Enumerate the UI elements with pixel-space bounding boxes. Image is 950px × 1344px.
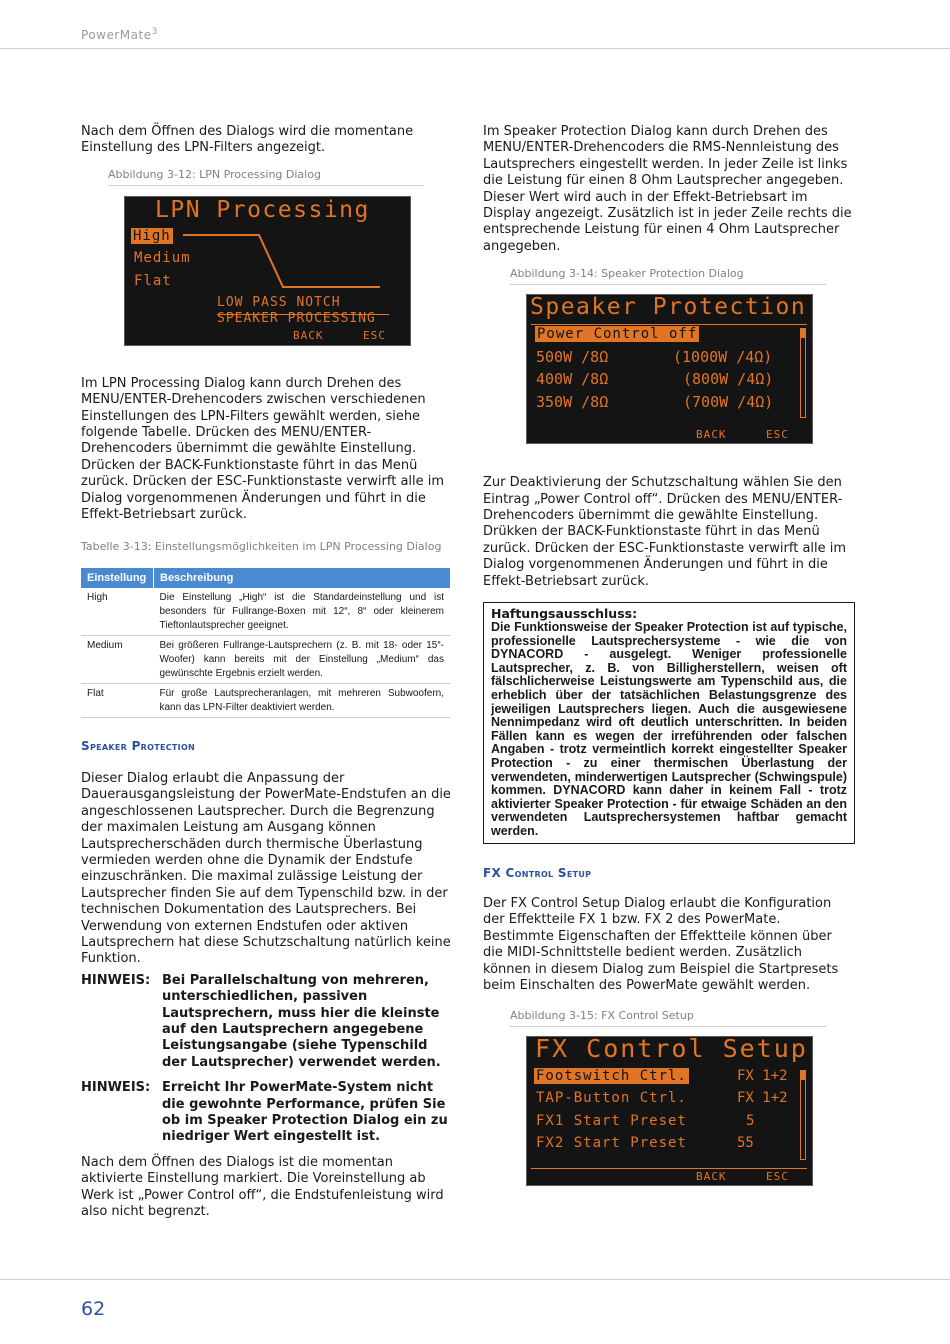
table-header-setting: Einstellung [81,568,154,588]
lcd-line-speaker-processing: SPEAKER PROCESSING [217,310,376,326]
lcd-row-left-value: 350W /8Ω [536,393,609,412]
lcd-row-value: 55 [737,1135,754,1152]
lcd-esc-softkey: ESC [363,328,386,342]
section-heading-speaker-protection: Speaker Protection [81,739,196,754]
table-3-13-caption: Tabelle 3-13: Einstellungsmöglichkeiten im LPN Processing Dialog [81,540,442,554]
table-cell-setting: Medium [81,636,154,684]
table-cell-description: Die Einstellung „High“ ist die Standardeinstellung und ist besonders für Fullrange-Boxen mit 12“, 8“ oder kleinerem Tieftonlautsprecher geeignet. [154,588,451,636]
lcd-back-softkey: BACK [696,428,727,442]
lcd-scrollbar-thumb [801,1071,805,1080]
lcd-row-right-value: (800W /4Ω) [683,370,774,389]
lcd-esc-softkey: ESC [766,428,789,442]
note-text: Erreicht Ihr PowerMate-System nicht die gewohnte Performance, prüfen Sie ob im Speaker Protection Dialog ein zu niedriger Wert eingestellt ist. [162,1080,448,1145]
table-header-description: Beschreibung [154,568,451,588]
lcd-row-value: FX 1+2 [737,1090,788,1107]
fx-control-setup-display [526,1036,813,1186]
lcd-option-flat: Flat [134,272,172,289]
speaker-protection-dialog-paragraph: Im Speaker Protection Dialog kann durch Drehen des MENU/ENTER-Drehencoders die RMS-Nennleistung des Lautsprechers eingestellt werden. In jeder Zeile ist links die Leistung für einen 8 Ohm Lautsprecher angegeben. Dieser Wert wird auch in der Effekt-Betriebsart im Display angezeigt. Zusätzlich ist in jeder Zeile rechts die entsprechende Leistung für einen 4 Ohm Lautsprecher angegeben. [483,124,852,254]
lcd-title: Speaker Protection [530,294,807,321]
speaker-protection-paragraph: Dieser Dialog erlaubt die Anpassung der Dauerausgangsleistung der PowerMate-Endstufen an die angeschlossenen Lautsprecher. Durch die Begrenzung der maximalen Leistung am Ausgang können Lautsprecherschäden durch thermische Überlastung vermieden werden ohne die Dynamik der Endstufe einzuschränken. Die maximal zulässige Leistung der Lautsprecher finden Sie auf dem Typenschild bzw. in der technischen Dokumentation des Lautsprechers. Bei Verwendung von externen Endstufen oder aktiven Lautsprechern hat diese Schutzschaltung natürlich keine Funktion. [81,770,451,967]
note-parallel-wiring [81,973,451,1071]
lcd-title: FX Control Setup [535,1036,808,1064]
table-cell-description: Bei größeren Fullrange-Lautsprechern (z. B. mit 18- oder 15“-Woofer) kann bereits mit der Einstellung „Medium“ das gewünschte Ergebnis erzielt werden. [154,636,451,684]
lcd-selected-power-control-off: Power Control off [537,326,698,343]
section-heading-fx-control-setup: FX Control Setup [483,865,592,880]
lcd-option-high: High [133,227,171,244]
fx-control-paragraph: Der FX Control Setup Dialog erlaubt die Konfiguration der Effektteile FX 1 bzw. FX 2 des PowerMate. Bestimmte Eigenschaften der Effektteile können über die MIDI-Schnittstelle bedient werden. Zusätzlich können in diesem Dialog zum Beispiel die Startpresets beim Einschalten des PowerMate gewählt werden. [483,896,839,994]
default-setting-paragraph: Nach dem Öffnen des Dialogs ist die momentan aktivierte Einstellung markiert. Die Voreinstellung ab Werk ist „Power Control off“, die Endstufenleistung wird also nicht begrenzt. [81,1154,444,1220]
brand-label [81,27,158,42]
lcd-title: LPN Processing [155,196,370,223]
note-label: HINWEIS: [81,972,151,988]
deactivation-paragraph: Zur Deaktivierung der Schutzschaltung wählen Sie den Eintrag „Power Control off“. Drücken des MENU/ENTER-Drehencoders übernimmt die gewählte Einstellung. Drükken der BACK-Funktionstaste führt in das Menü zurück. Drücken der ESC-Funktionstaste verwirft alle im Dialog vorgenommenen Änderungen und führt in die Effekt-Betriebsart zurück. [483,475,847,589]
lpn-processing-display [124,196,411,346]
lcd-scrollbar [800,328,806,418]
left-column [81,124,451,1220]
lcd-row-label: FX2 Start Preset [536,1135,687,1152]
lcd-divider [531,1168,807,1169]
lcd-row-left-value: 400W /8Ω [536,370,609,389]
figure-3-15-caption: Abbildung 3-15: FX Control Setup [510,1009,694,1023]
lcd-line-low-pass-notch: LOW PASS NOTCH [217,294,341,310]
lcd-back-softkey: BACK [696,1170,727,1184]
brand-name: PowerMate [81,28,152,42]
lcd-option-medium: Medium [134,249,191,266]
lcd-row-right-value: (700W /4Ω) [683,393,774,412]
table-cell-setting: High [81,588,154,636]
note-label: HINWEIS: [81,1080,151,1096]
figure-3-14-caption: Abbildung 3-14: Speaker Protection Dialog [510,267,744,281]
brand-superscript: 3 [151,27,158,37]
figure-3-15-caption-block [510,1008,826,1027]
page-header [0,0,950,49]
lpn-settings-table [81,568,450,718]
lcd-scrollbar-thumb [801,329,805,338]
right-column [483,124,853,1186]
table-row [81,636,450,684]
table-cell-setting: Flat [81,684,154,718]
lcd-row-label: TAP-Button Ctrl. [536,1090,687,1107]
note-text: Bei Parallelschaltung von mehreren, unterschiedlichen, passiven Lautsprechern, muss hier die kleinste auf den Lautsprechern angegebene Leistungsangabe (siehe Typenschild der Lautsprecher) verwendet werden. [162,972,441,1070]
page-number: 62 [81,1298,106,1320]
lcd-scrollbar [800,1070,806,1160]
table-row [81,588,450,636]
disclaimer-title: Haftungsausschluss: [491,606,638,622]
lpn-description-paragraph: Im LPN Processing Dialog kann durch Drehen des MENU/ENTER-Drehencoders zwischen verschiedenen Einstellungen des LPN-Filters gewählt werden, siehe folgende Tabelle. Drücken des MENU/ENTER-Drehencoders übernimmt die gewählte Einstellung. Drücken der BACK-Funktionstaste führt in das Menü zurück. Drücken der ESC-Funktionstaste verwirft alle im Dialog vorgenommenen Änderungen und führt in die Effekt-Betriebsart zurück. [81,375,445,523]
lcd-row-right-value: (1000W /4Ω) [673,348,773,367]
figure-3-12-caption-block [108,167,424,186]
note-performance [81,1080,451,1146]
disclaimer-box [483,602,855,844]
lcd-esc-softkey: ESC [766,1170,789,1184]
lcd-row-value: 5 [746,1113,755,1130]
table-cell-description: Für große Lautsprecheranlagen, mit mehreren Subwoofern, kann das LPN-Filter deaktiviert werden. [154,684,451,718]
speaker-protection-display [526,294,813,444]
lcd-row-value: FX 1+2 [737,1068,788,1085]
table-row [81,684,450,718]
disclaimer-text: Die Funktionsweise der Speaker Protection ist auf typische, professionelle Lautsprechersysteme - wie die von DYNACORD - ausgelegt. Weniger professionelle Lautsprecher, z. B. von Billigherstellern, weisen oft fälschlicherweise Leistungswerte am Typenschild aus, die erheblich über der tatsächlichen Belastungsgrenze des jeweiligen Lautsprechers liegen. Auch die ausgewiesene Nennimpedanz wird oft deutlich unterschritten. In beiden Fällen kann es wegen der irreführenden oder falschen Angaben - trotz vermeintlich korrekt eingestellter Speaker Protection - zu einer thermischen Überlastung der verwendeten, minderwertigen Lautsprecher (Schwingspule) kommen. DYNACORD kann daher in keinem Fall - trotz aktivierter Speaker Protection - für etwaige Schäden an den verwendeten Lautsprechersystemen haftbar gemacht werden. [491,620,847,838]
lcd-row-label: Footswitch Ctrl. [536,1068,687,1085]
page-footer [0,1279,950,1280]
lcd-row-label: FX1 Start Preset [536,1113,687,1130]
lcd-row-left-value: 500W /8Ω [536,348,609,367]
lcd-divider [531,324,807,325]
table-header-row [81,568,450,588]
figure-3-14-caption-block [510,266,826,285]
lcd-back-softkey: BACK [293,328,324,342]
figure-3-12-caption: Abbildung 3-12: LPN Processing Dialog [108,167,321,181]
lcd-divider [217,314,389,315]
intro-paragraph: Nach dem Öffnen des Dialogs wird die momentane Einstellung des LPN-Filters angezeigt. [81,124,414,156]
